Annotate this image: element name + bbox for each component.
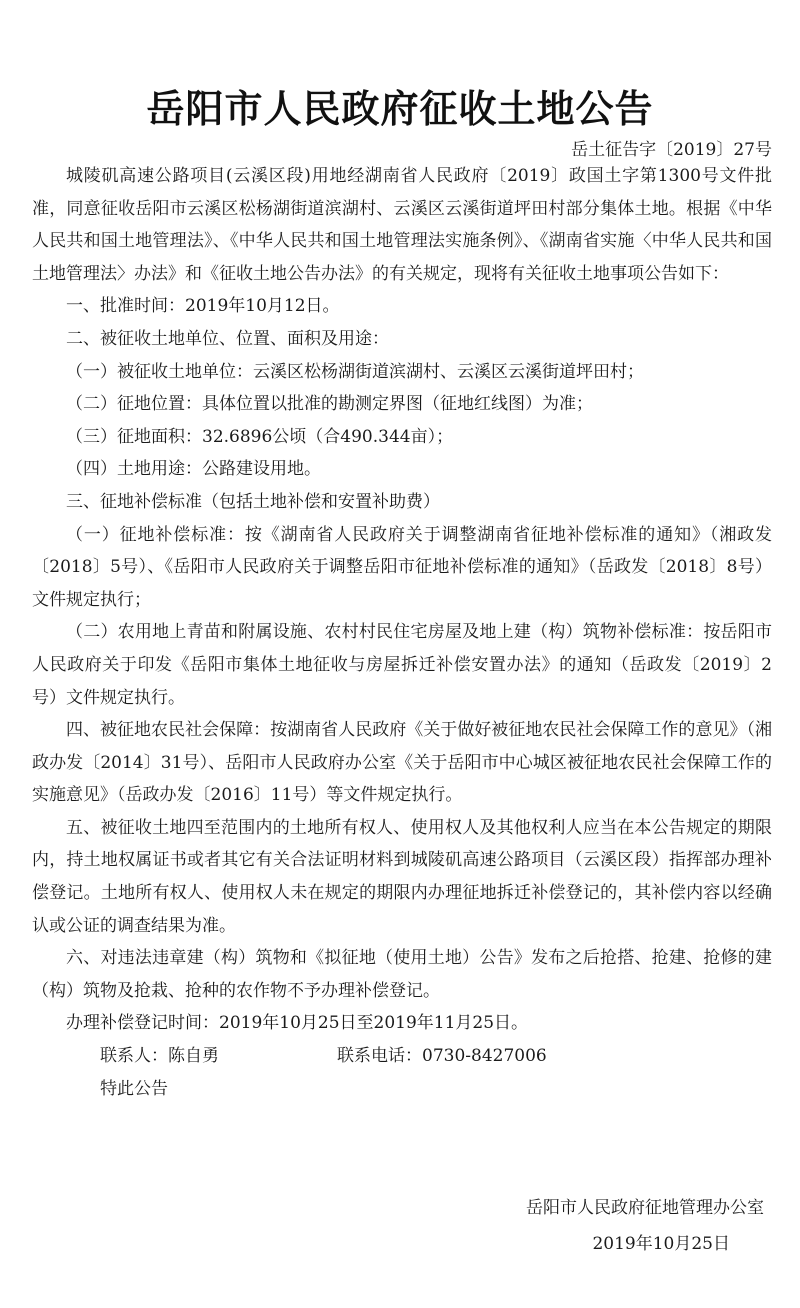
issue-date: 2019年10月25日 <box>592 1234 730 1254</box>
contact-line <box>32 1040 772 1073</box>
paragraph-crops-buildings-standard: （二）农用地上青苗和附属设施、农村村民住宅房屋及地上建（构）筑物补偿标准：按岳阳市人民政府关于印发《岳阳市集体土地征收与房屋拆迁补偿安置办法》的通知（岳政发〔2019〕2号）文件规定执行。 <box>32 622 772 708</box>
paragraph-land-use: （四）土地用途：公路建设用地。 <box>66 459 321 480</box>
issuer-name: 岳阳市人民政府征地管理办公室 <box>526 1198 764 1218</box>
paragraph-approval-time: 一、批准时间：2019年10月12日。 <box>66 296 340 317</box>
document-title: 岳阳市人民政府征收土地公告 <box>146 87 654 131</box>
paragraph-land-units: （一）被征收土地单位：云溪区松杨湖街道滨湖村、云溪区云溪街道坪田村； <box>66 361 644 382</box>
paragraph-compensation-heading: 三、征地补偿标准（包括土地补偿和安置补助费） <box>66 491 440 512</box>
paragraph-land-location: （二）征地位置：具体位置以批准的勘测定界图（征地红线图）为准； <box>66 394 593 415</box>
paragraph-illegal-structures: 六、对违法违章建（构）筑物和《拟征地（使用土地）公告》发布之后抢搭、抢建、抢修的建（构）筑物及抢栽、抢种的农作物不予办理补偿登记。 <box>32 948 772 1001</box>
paragraph-registration-time: 办理补偿登记时间：2019年10月25日至2019年11月25日。 <box>66 1013 529 1034</box>
document-body <box>32 160 772 1105</box>
paragraph-registration: 五、被征收土地四至范围内的土地所有权人、使用权人及其他权利人应当在本公告规定的期限内，持土地权属证书或者其它有关合法证明材料到城陵矶高速公路项目（云溪区段）指挥部办理补偿登记。土地所有权人、使用权人未在规定的期限内办理征地拆迁补偿登记的，其补偿内容以经确认或公证的调查结果为准。 <box>32 817 772 936</box>
paragraph-intro: 城陵矶高速公路项目(云溪区段)用地经湖南省人民政府〔2019〕政国土字第1300号文件批准，同意征收岳阳市云溪区松杨湖街道滨湖村、云溪区云溪街道坪田村部分集体土地。根据《中华人民共和国土地管理法》、《中华人民共和国土地管理法实施条例》、《湖南省实施〈中华人民共和国土地管理法〉办法》和《征收土地公告办法》的有关规定，现将有关征收土地事项公告如下： <box>32 166 772 284</box>
paragraph-land-area: （三）征地面积：32.6896公顷（合490.344亩）； <box>66 426 454 447</box>
document-number: 岳土征告字〔2019〕27号 <box>571 140 772 160</box>
paragraph-land-info-heading: 二、被征收土地单位、位置、面积及用途： <box>66 328 389 349</box>
paragraph-compensation-standard: （一）征地补偿标准：按《湖南省人民政府关于调整湖南省征地补偿标准的通知》（湘政发〔2018〕5号）、《岳阳市人民政府关于调整岳阳市征地补偿标准的通知》（岳政发〔2018〕8号）文件规定执行； <box>32 524 772 610</box>
contact-person: 联系人：陈自勇 <box>100 1046 219 1067</box>
paragraph-social-security: 四、被征地农民社会保障：按湖南省人民政府《关于做好被征地农民社会保障工作的意见》（湘政办发〔2014〕31号）、岳阳市人民政府办公室《关于岳阳市中心城区被征地农民社会保障工作的实施意见》（岳政办发〔2016〕11号）等文件规定执行。 <box>32 720 772 806</box>
contact-phone: 联系电话：0730-8427006 <box>337 1046 547 1067</box>
closing-text: 特此公告 <box>100 1078 168 1099</box>
